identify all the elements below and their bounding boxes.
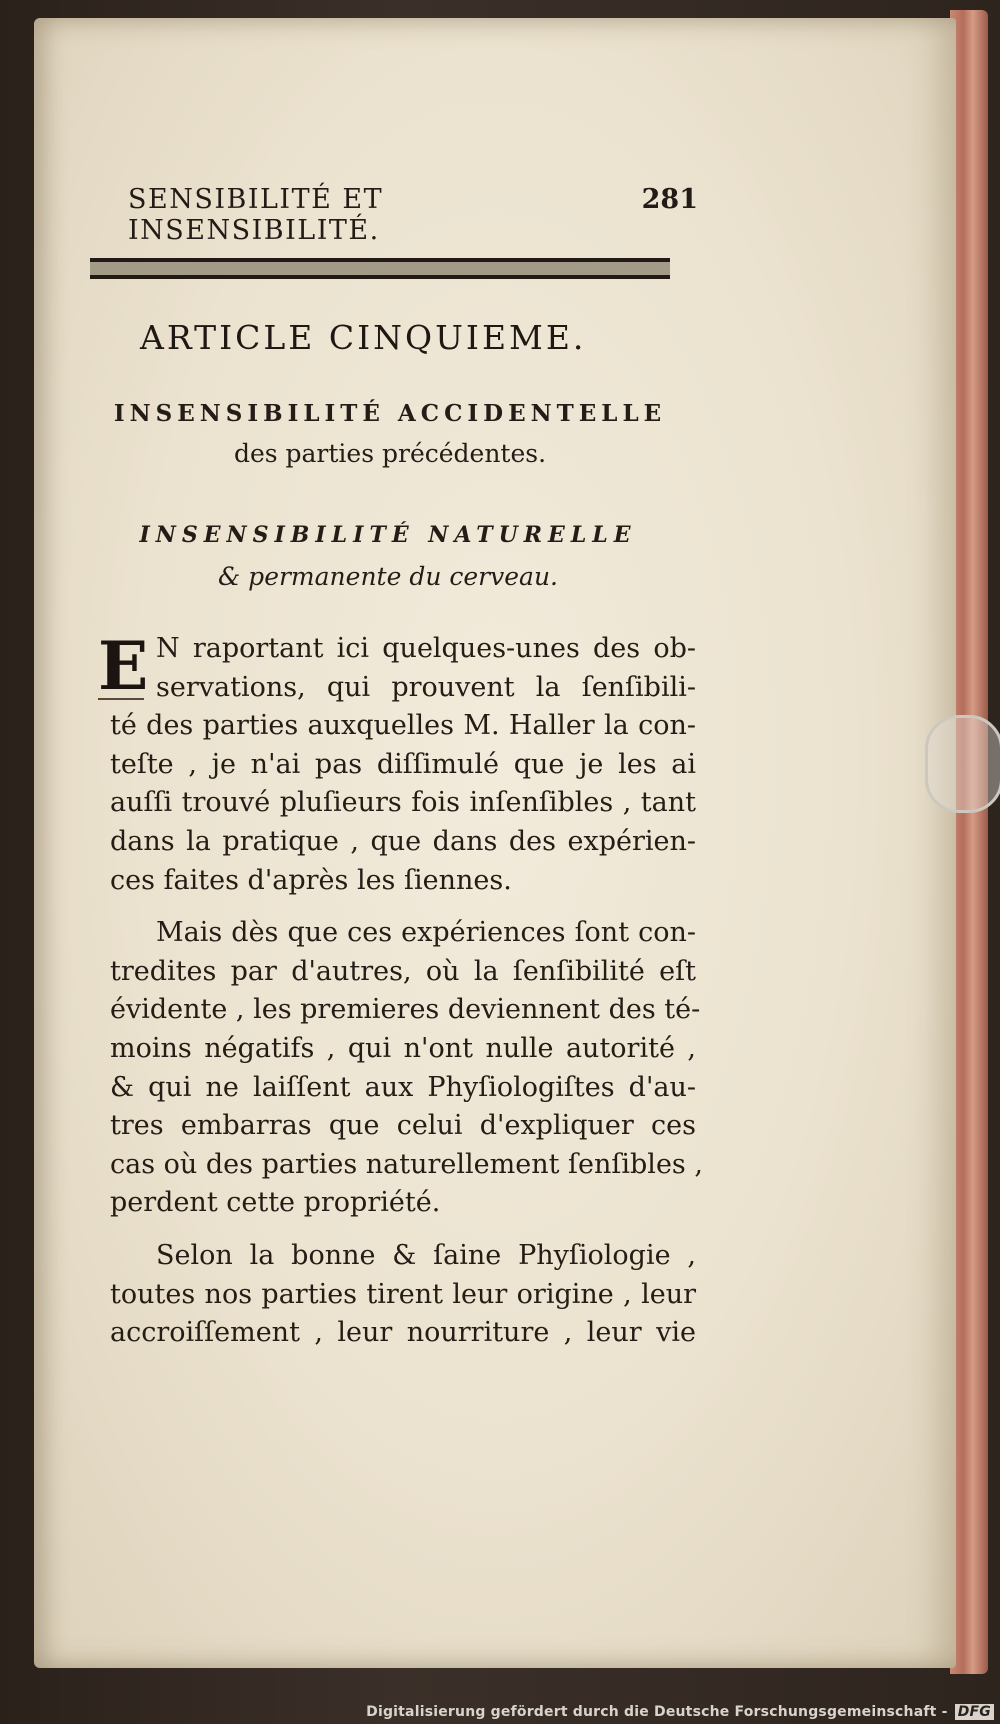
text-line: dans la pratique , que dans des expérien- — [110, 825, 696, 857]
text-line: cas où des parties naturellement ſenſibles , — [110, 1148, 703, 1180]
text-line: moins négatifs , qui n'ont nulle autorité , — [110, 1032, 696, 1064]
paragraph-3 — [110, 1237, 696, 1353]
text-line: accroiſſement , leur nourriture , leur vie — [110, 1317, 696, 1349]
text-line: tres embarras que celui d'expliquer ces — [110, 1110, 696, 1142]
text-line: ces faites d'après les ſiennes. — [110, 864, 512, 896]
text-line: Mais dès que ces expériences ſont con- — [156, 917, 696, 949]
subsection-heading-line1: INSENSIBILITÉ NATURELLE — [139, 522, 637, 548]
article-heading: ARTICLE CINQUIEME. — [140, 318, 587, 357]
subsection-heading — [88, 514, 688, 598]
text-line: N raportant ici quelques-unes des ob- — [156, 633, 696, 664]
text-line: té des parties auxquelles M. Haller la con- — [110, 710, 696, 742]
double-rule-divider — [90, 258, 670, 279]
section-heading-line2: des parties précédentes. — [233, 439, 547, 468]
running-head-title: SENSIBILITÉ ET INSENSIBILITÉ. — [128, 184, 384, 246]
page-clip — [925, 715, 1000, 813]
paragraph-1 — [110, 630, 696, 900]
text-line: toutes nos parties tirent leur origine , leur — [110, 1278, 696, 1310]
text-line: Selon la bonne & ſaine Phyſiologie , — [156, 1239, 696, 1271]
dfg-logo: DFG — [955, 1704, 994, 1720]
text-line: perdent cette propriété. — [110, 1187, 441, 1219]
text-line: évidente , les premieres deviennent des té- — [110, 994, 701, 1026]
paragraph-2 — [110, 914, 703, 1223]
text-line: & qui ne laiſſent aux Phyſiologiſtes d'au- — [110, 1071, 696, 1103]
subsection-heading-line2: & permanente du cerveau. — [217, 562, 558, 591]
text-line: tredites par d'autres, où la ſenſibilité eſt — [110, 955, 696, 987]
section-heading-line1: INSENSIBILITÉ ACCIDENTELLE — [113, 400, 667, 427]
running-head — [128, 184, 698, 246]
body-text — [110, 630, 703, 1353]
drop-cap: E — [98, 627, 149, 705]
page-number: 281 — [641, 184, 698, 215]
digitization-credit — [366, 1704, 994, 1720]
text-line: auſſi trouvé pluſieurs fois inſenſibles , tant — [110, 787, 696, 819]
text-line: servations, qui prouvent la ſenſibili- — [156, 671, 696, 703]
digitization-credit-text: Digitalisierung gefördert durch die Deutsche Forschungsgemeinschaft - — [366, 1704, 948, 1720]
section-heading — [90, 394, 690, 474]
text-line: teſte , je n'ai pas diſſimulé que je les ai — [110, 748, 696, 780]
